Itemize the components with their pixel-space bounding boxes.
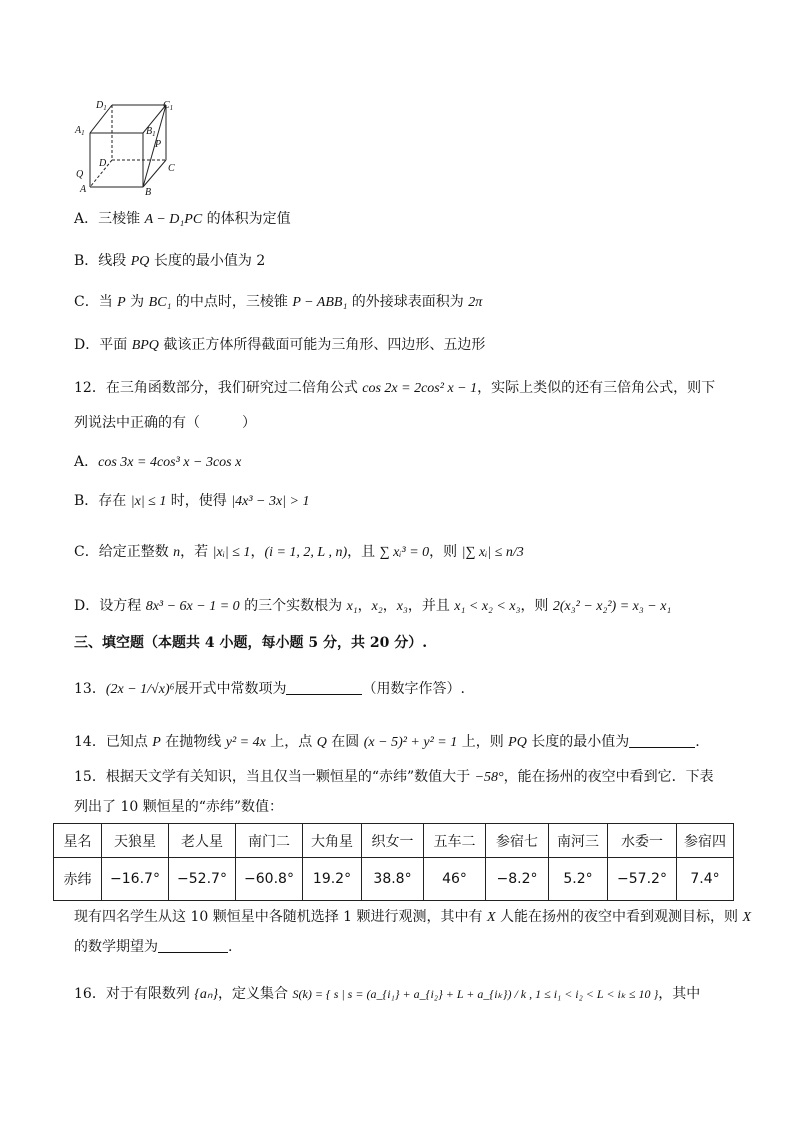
label-a1: $A_1$: [75, 125, 85, 137]
section-heading: 三、填空题（本题共 4 小题，每小题 5 分，共 20 分）.: [74, 635, 428, 651]
stem-text: 在抛物线: [160, 734, 226, 750]
option-text: B．线段: [74, 253, 131, 269]
cube-figure: [70, 97, 185, 197]
label-d1: $D_1$: [96, 100, 107, 112]
label-p: P: [155, 139, 162, 150]
answer-blank[interactable]: [629, 733, 695, 748]
q11-option-c: [74, 292, 482, 313]
formula: (2x − 1/√x)⁶: [105, 682, 175, 697]
q12-option-d: [74, 596, 671, 617]
stem-text: 在圆: [326, 734, 364, 750]
stem-text: 12．在三角函数部分，我们研究过二倍角公式: [74, 380, 363, 396]
answer-blank[interactable]: [158, 938, 228, 953]
q14: [74, 732, 700, 753]
label-b1: $B_1$: [146, 126, 156, 138]
stem-text: 14．已知点: [74, 734, 153, 750]
table-cell: 南河三: [549, 824, 608, 858]
formula: S(k) = { s | s = (a_{i₁} + a_{i₂} + L + a_{iₖ}) / k , 1 ≤ i₁ < i₂ < L < iₖ ≤ 10 }: [292, 987, 659, 1001]
star-declination-table: [53, 823, 734, 901]
q15-after-line2: [74, 937, 232, 957]
option-text: ，: [250, 544, 265, 560]
stem-text: .: [228, 939, 233, 955]
option-text: C．当: [74, 294, 118, 310]
formula: (x − 5)² + y² = 1: [363, 735, 458, 750]
q11-option-b: [74, 251, 265, 272]
option-text: ，并且: [407, 598, 455, 614]
q11-option-a: [74, 209, 291, 230]
table-cell: 参宿四: [677, 824, 734, 858]
stem-text: .: [695, 734, 700, 750]
table-cell: 赤纬: [54, 858, 102, 901]
formula: x₁: [346, 599, 358, 614]
table-cell: −52.7°: [169, 858, 236, 901]
table-cell: −60.8°: [236, 858, 303, 901]
table-cell: 老人星: [169, 824, 236, 858]
stem-text: 的数学期望为: [74, 939, 158, 955]
table-cell: −8.2°: [486, 858, 549, 901]
formula: BPQ: [131, 338, 159, 353]
stem-text: 长度的最小值为: [526, 734, 630, 750]
option-text: A．三棱锥: [74, 211, 145, 227]
formula: cos 2x = 2cos² x − 1: [362, 381, 478, 396]
table-cell: 参宿七: [486, 824, 549, 858]
answer-blank[interactable]: [286, 680, 362, 695]
option-text: D．平面: [74, 337, 132, 353]
formula: cos 3x = 4cos³ x − 3cos x: [98, 455, 242, 470]
table-value-row: [54, 858, 734, 901]
option-text: 为: [125, 294, 149, 310]
table-cell: −57.2°: [608, 858, 677, 901]
stem-text: 现有四名学生从这 10 颗恒星中各随机选择 1 颗进行观测，其中有: [74, 909, 487, 925]
formula: 8x³ − 6x − 1 = 0: [145, 599, 240, 614]
option-text: A．: [74, 454, 99, 470]
option-text: ，若: [180, 544, 213, 560]
q12-stem-line2: 列说法中正确的有（ ）: [74, 415, 256, 431]
formula: ∑ xᵢ³ = 0: [379, 545, 430, 560]
option-text: 长度的最小值为 2: [149, 253, 266, 269]
stem-text: 人能在扬州的夜空中看到观测目标，则: [495, 909, 743, 925]
formula: 2(x₃² − x₂²) = x₃ − x₁: [552, 599, 672, 614]
option-text: ，则: [429, 544, 462, 560]
stem-text: 16．对于有限数列: [74, 986, 195, 1002]
table-cell: 38.8°: [362, 858, 424, 901]
label-c1: $C_1$: [163, 100, 174, 112]
stem-text: ，其中: [658, 986, 701, 1002]
q15-after-line1: [74, 907, 751, 928]
q12-option-a: [74, 452, 241, 473]
option-text: D．设方程: [74, 598, 146, 614]
option-text: 的体积为定值: [202, 211, 291, 227]
formula: X: [486, 910, 496, 925]
formula: (i = 1, 2, L , n): [264, 545, 348, 560]
q15-line2: 列出了 10 颗恒星的“赤纬”数值：: [74, 799, 284, 815]
option-text: 的中点时，三棱锥: [171, 294, 293, 310]
formula: −58°: [474, 770, 504, 785]
formula: {aₙ}: [194, 987, 219, 1002]
table-cell: 7.4°: [677, 858, 734, 901]
formula: |x| ≤ 1: [130, 494, 167, 509]
formula: A − D₁PC: [144, 212, 203, 227]
option-text: 截该正方体所得截面可能为三角形、四边形、五边形: [158, 337, 486, 353]
formula: x₂: [371, 599, 383, 614]
formula: P: [152, 735, 161, 750]
formula: Q: [316, 735, 327, 750]
table-header-row: [54, 824, 734, 858]
formula: y² = 4x: [225, 735, 266, 750]
table-cell: 19.2°: [303, 858, 362, 901]
table-cell: 5.2°: [549, 858, 608, 901]
label-a: A: [80, 184, 87, 195]
option-text: ，则: [520, 598, 553, 614]
option-text: 的三个实数根为: [239, 598, 347, 614]
option-text: ，: [382, 598, 397, 614]
q15-line1: [74, 767, 714, 788]
table-cell: 46°: [424, 858, 486, 901]
q13: [74, 679, 465, 700]
option-text: 时，使得: [166, 493, 232, 509]
table-cell: 织女一: [362, 824, 424, 858]
formula: X: [742, 910, 752, 925]
q11-option-d: [74, 335, 485, 356]
formula: BC₁: [148, 295, 172, 310]
stem-text: ，定义集合: [218, 986, 293, 1002]
label-q: Q: [76, 169, 84, 180]
stem-text: ，能在扬州的夜空中看到它．下表: [503, 769, 714, 785]
formula: x₁ < x₂ < x₃: [454, 599, 521, 614]
option-text: 的外接球表面积为: [347, 294, 469, 310]
stem-text: 15．根据天文学有关知识，当且仅当一颗恒星的“赤纬”数值大于: [74, 769, 475, 785]
table-cell: 水委一: [608, 824, 677, 858]
formula: n: [173, 545, 181, 560]
formula: |∑ xᵢ| ≤ n/3: [461, 545, 524, 560]
stem-text: （用数字作答）.: [362, 681, 465, 697]
stem-text: ，实际上类似的还有三倍角公式，则下: [477, 380, 716, 396]
q12-option-b: [74, 491, 309, 512]
table-cell: 天狼星: [102, 824, 169, 858]
formula: 2π: [468, 295, 483, 310]
table-cell: −16.7°: [102, 858, 169, 901]
formula: |xᵢ| ≤ 1: [212, 545, 251, 560]
table-cell: 星名: [54, 824, 102, 858]
label-b: B: [145, 187, 152, 197]
q16: [74, 984, 700, 1005]
formula: P: [117, 295, 126, 310]
option-text: ，: [357, 598, 372, 614]
q12-option-c: [74, 542, 524, 563]
table-cell: 五车二: [424, 824, 486, 858]
formula: PQ: [130, 254, 150, 269]
table-cell: 南门二: [236, 824, 303, 858]
formula: x₃: [396, 599, 408, 614]
stem-text: 展开式中常数项为: [174, 681, 287, 697]
option-text: B．存在: [74, 493, 131, 509]
question-number: 13．: [74, 681, 106, 697]
label-c: C: [168, 163, 175, 174]
stem-text: 上，点: [265, 734, 317, 750]
formula: |4x³ − 3x| > 1: [231, 494, 310, 509]
label-d: D: [99, 158, 107, 169]
option-text: C．给定正整数: [74, 544, 174, 560]
stem-text: 上，则: [457, 734, 509, 750]
q12-stem-line1: [74, 378, 715, 399]
option-text: ，且: [347, 544, 380, 560]
formula: P − ABB₁: [292, 295, 348, 310]
table-cell: 大角星: [303, 824, 362, 858]
formula: PQ: [508, 735, 527, 750]
